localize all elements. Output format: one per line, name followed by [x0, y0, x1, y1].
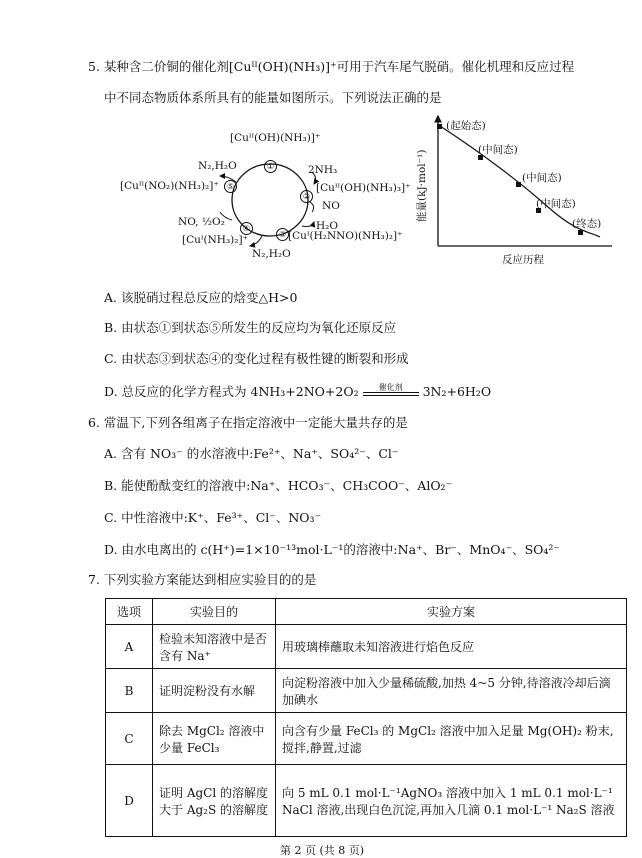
q5-option-d	[104, 382, 491, 400]
output-n2h2o-1: N₂,H₂O	[198, 160, 237, 172]
q5-option-d-lhs: D. 总反应的化学方程式为 4NH₃+2NO+2O₂	[104, 384, 359, 399]
row-a-option: A	[106, 625, 153, 669]
q6-option-c: C. 中性溶液中:K⁺、Fe³⁺、Cl⁻、NO₃⁻	[104, 510, 322, 525]
species-2: [Cuᴵᴵ(OH)(NH₃)₃]⁺	[316, 182, 411, 194]
row-c-purpose: 除去 MgCl₂ 溶液中少量 FeCl₃	[153, 713, 276, 765]
state-2-number: ②	[300, 190, 313, 203]
state-3-number: ③	[276, 228, 289, 241]
catalytic-cycle-diagram	[112, 130, 412, 270]
table-header-row	[106, 599, 627, 625]
output-h2o: H₂O	[316, 220, 338, 232]
label-mid-1: (中间态)	[478, 144, 518, 156]
q6-option-b: B. 能使酚酞变红的溶液中:Na⁺、HCO₃⁻、CH₃COO⁻、AlO₂⁻	[104, 478, 453, 493]
header-purpose: 实验目的	[153, 599, 276, 625]
row-b-purpose: 证明淀粉没有水解	[153, 669, 276, 713]
row-b-option: B	[106, 669, 153, 713]
table-row	[106, 765, 627, 837]
row-d-purpose: 证明 AgCl 的溶解度大于 Ag₂S 的溶解度	[153, 765, 276, 837]
header-option: 选项	[106, 599, 153, 625]
graph-xlabel: 反应历程	[502, 254, 544, 266]
table-row	[106, 669, 627, 713]
q5-option-d-rhs: 3N₂+6H₂O	[422, 384, 492, 399]
output-n2h2o-2: N₂,H₂O	[252, 248, 291, 260]
point-start	[437, 124, 442, 129]
point-mid-2	[516, 182, 521, 187]
row-c-plan: 向含有少量 FeCl₃ 的 MgCl₂ 溶液中加入足量 Mg(OH)₂ 粉末,搅拌,静置,过滤	[276, 713, 627, 765]
state-5-number: ⑤	[224, 180, 237, 193]
label-start: (起始态)	[446, 120, 486, 132]
q5-stem-line2: 中不同态物质体系所具有的能量如图所示。下列说法正确的是	[104, 90, 442, 105]
row-d-option: D	[106, 765, 153, 837]
energy-profile-graph	[416, 112, 620, 272]
q5-option-c: C. 由状态③到状态④的变化过程有极性键的断裂和形成	[104, 351, 409, 366]
row-a-plan: 用玻璃棒蘸取未知溶液进行焰色反应	[276, 625, 627, 669]
input-2nh3: 2NH₃	[308, 164, 338, 176]
header-plan: 实验方案	[276, 599, 627, 625]
q6-stem: 6. 常温下,下列各组离子在指定溶液中一定能大量共存的是	[88, 415, 408, 430]
row-d-plan: 向 5 mL 0.1 mol·L⁻¹AgNO₃ 溶液中加入 1 mL 0.1 mol·L⁻¹ NaCl 溶液,出现白色沉淀,再加入几滴 0.1 mol·L⁻¹ Na₂S 溶液	[276, 765, 627, 837]
catalyst-label: 催化剂	[378, 383, 403, 392]
energy-axes	[420, 112, 620, 272]
q6-option-a: A. 含有 NO₃⁻ 的水溶液中:Fe²⁺、Na⁺、SO₄²⁻、Cl⁻	[104, 446, 399, 461]
row-b-plan: 向淀粉溶液中加入少量稀硫酸,加热 4~5 分钟,待溶液冷却后滴加碘水	[276, 669, 627, 713]
page-footer: 第 2 页 (共 8 页)	[280, 844, 365, 857]
input-no: NO	[322, 200, 340, 212]
q5-option-b: B. 由状态①到状态⑤所发生的反应均为氧化还原反应	[104, 320, 397, 335]
catalyst-arrow	[363, 383, 419, 400]
q6-option-d: D. 由水电离出的 c(H⁺)=1×10⁻¹³mol·L⁻¹的溶液中:Na⁺、Br⁻、MnO₄⁻、SO₄²⁻	[104, 542, 561, 557]
species-1: [Cuᴵᴵ(OH)(NH₃)]⁺	[230, 132, 321, 144]
label-mid-3: (中间态)	[536, 198, 576, 210]
row-a-purpose: 检验未知溶液中是否含有 Na⁺	[153, 625, 276, 669]
row-c-option: C	[106, 713, 153, 765]
species-4: [Cuᴵ(NH₃)₂]⁺	[182, 234, 249, 246]
graph-ylabel: 能量(kJ·mol⁻¹)	[416, 149, 428, 222]
label-end: (终态)	[572, 218, 602, 230]
q7-stem: 7. 下列实验方案能达到相应实验目的的是	[88, 572, 317, 587]
label-mid-2: (中间态)	[522, 172, 562, 184]
input-no-o2: NO, ½O₂	[178, 216, 225, 228]
state-4-number: ④	[240, 222, 253, 235]
experiment-table	[105, 598, 627, 837]
table-row	[106, 625, 627, 669]
table-row	[106, 713, 627, 765]
species-3: [Cuᴵ(H₂NNO)(NH₃)₂]⁺	[288, 230, 403, 242]
species-5: [Cuᴵᴵ(NO₂)(NH₃)₂]⁺	[120, 180, 219, 192]
state-1-number: ①	[264, 160, 277, 173]
q5-stem-line1: 5. 某种含二价铜的催化剂[Cuᴵᴵ(OH)(NH₃)]⁺可用于汽车尾气脱硝。催化机理和反应过程	[88, 59, 575, 74]
q5-option-a: A. 该脱硝过程总反应的焓变△H>0	[104, 290, 298, 305]
